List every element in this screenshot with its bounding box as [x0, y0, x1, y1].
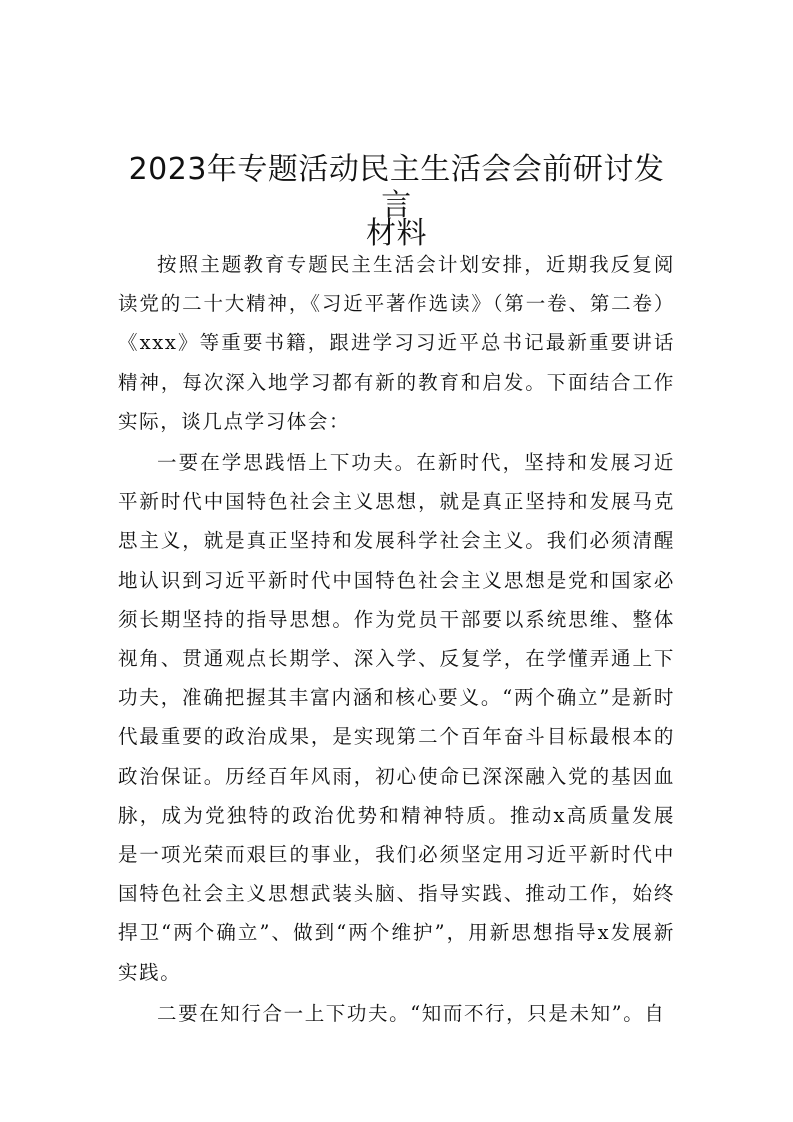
paragraph-point-two: 二要在知行合一上下功夫。“知而不行，只是未知”。自: [157, 1001, 666, 1025]
document-body: [118, 245, 675, 1033]
paragraph-point-one: 一要在学思践悟上下功夫。在新时代，坚持和发展习近平新时代中国特色社会主义思想，就是真正坚持和发展马克思主义，就是真正坚持和发展科学社会主义。我们必须清醒地认识到习近平新时代中国特色社会主义思想是党和国家必须长期坚持的指导思想。作为党员干部要以系统思维、整体视角、贯通观点长期学、深入学、反复学，在学懂弄通上下功夫，准确把握其丰富内涵和核心要义。“两个确立”是新时代最重要的政治成果，是实现第二个百年奋斗目标最根本的政治保证。历经百年风雨，初心使命已深深融入党的基因血脉，成为党独特的政治优势和精神特质。推动x高质量发展是一项光荣而艰巨的事业，我们必须坚定用习近平新时代中国特色社会主义思想武装头脑、指导实践、推动工作，始终捍卫“两个确立”、做到“两个维护”，用新思想指导x发展新实践。: [118, 451, 675, 984]
document-title-line-2: 材料: [366, 216, 427, 251]
document-title-line-1: 2023年专题活动民主生活会会前研讨发言: [128, 152, 665, 223]
paragraph-intro: 按照主题教育专题民主生活会计划安排，近期我反复阅读党的二十大精神，《习近平著作选读》（第一卷、第二卷）《xxx》等重要书籍，跟进学习习近平总书记最新重要讲话精神，每次深入地学习都有新的教育和启发。下面结合工作实际，谈几点学习体会：: [118, 253, 675, 433]
